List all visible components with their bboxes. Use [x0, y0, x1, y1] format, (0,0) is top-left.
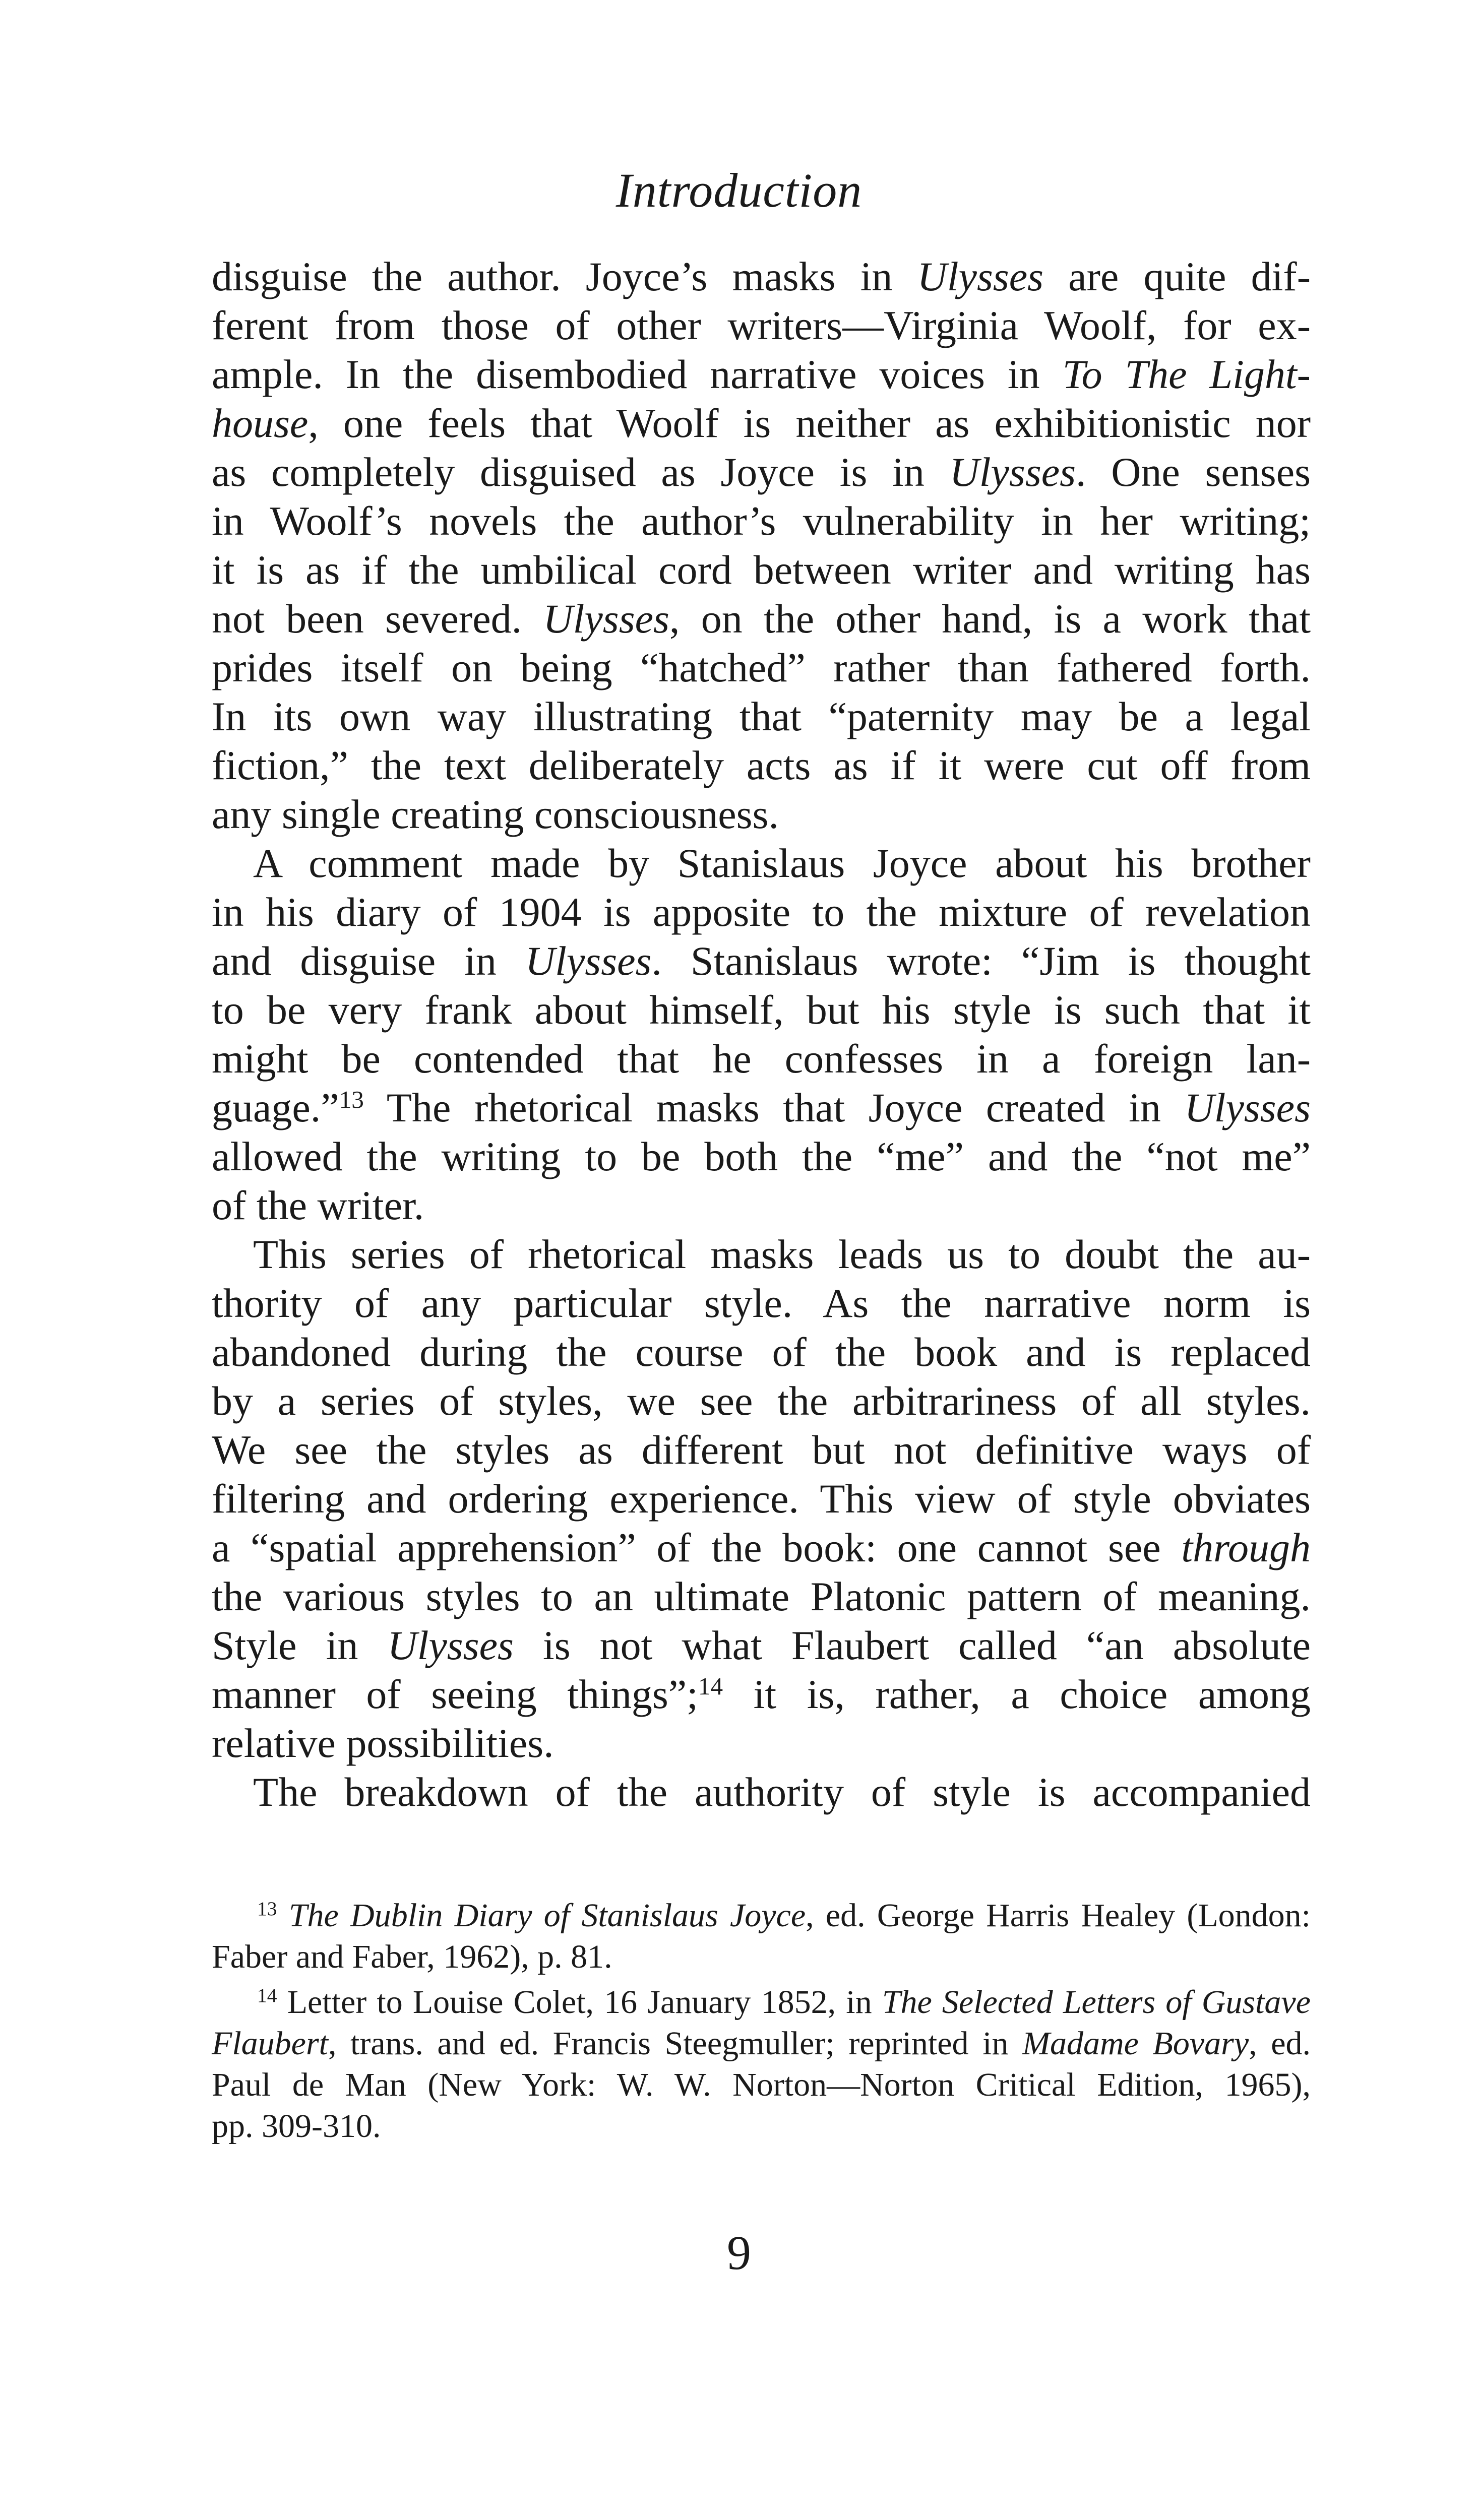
- text-line: as completely disguised as Joyce is in Ulysses. One senses: [212, 449, 1311, 495]
- text-line: This series of rhetorical masks leads us to doubt the au-: [253, 1231, 1311, 1277]
- text-line: and disguise in Ulysses. Stanislaus wrote: “Jim is thought: [212, 938, 1311, 984]
- italic-text: house: [212, 400, 309, 446]
- text-line: In its own way illustrating that “paternity may be a legal: [212, 694, 1311, 739]
- footnote-14: [212, 1982, 1311, 2147]
- footnote-line: $^{13}$ The Dublin Diary of Stanislaus Joyce, ed. George Harris Healey (London:: [257, 1897, 1311, 1934]
- text-line: in Woolf’s novels the author’s vulnerability in her writing;: [212, 498, 1311, 544]
- paragraph-1: [212, 252, 1311, 839]
- footnote-marker: 13: [339, 1085, 364, 1113]
- footnote-marker: 14: [257, 1984, 277, 2007]
- paragraph-4: [212, 1768, 1311, 1816]
- italic-text: Ulysses: [917, 254, 1044, 299]
- text-line: disguise the author. Joyce’s masks in Ulysses are quite dif-: [212, 254, 1311, 299]
- italic-text: Flaubert: [212, 2025, 328, 2062]
- italic-text: The Selected Letters of Gustave: [882, 1984, 1311, 2021]
- text-line: filtering and ordering experience. This view of style obviates: [212, 1476, 1311, 1522]
- italic-text: Ulysses: [1184, 1085, 1311, 1130]
- footnote-line: Faber and Faber, 1962), p. 81.: [212, 1938, 612, 1975]
- text-line: We see the styles as different but not definitive ways of: [212, 1427, 1311, 1473]
- text-line: guage.”$^{13}$ The rhetorical masks that Joyce created in Ulysses: [212, 1085, 1311, 1130]
- footnote-line: Flaubert, trans. and ed. Francis Steegmuller; reprinted in Madame Bovary, ed.: [212, 2025, 1311, 2062]
- italic-text: through: [1181, 1525, 1311, 1570]
- text-line: relative possibilities.: [212, 1720, 554, 1766]
- text-line: thority of any particular style. As the narrative norm is: [212, 1280, 1311, 1326]
- text-line: ample. In the disembodied narrative voices in To The Light-: [212, 351, 1311, 397]
- text-line: abandoned during the course of the book and is replaced: [212, 1329, 1311, 1375]
- page-number: 9: [727, 2226, 751, 2280]
- text-line: house, one feels that Woolf is neither as exhibitionistic nor: [212, 400, 1311, 446]
- text-line: to be very frank about himself, but his style is such that it: [212, 987, 1311, 1033]
- text-line: Style in Ulysses is not what Flaubert called “an absolute: [212, 1622, 1311, 1668]
- text-line: prides itself on being “hatched” rather than fathered forth.: [212, 645, 1311, 690]
- text-line: fiction,” the text deliberately acts as if it were cut off from: [212, 742, 1311, 788]
- text-line: by a series of styles, we see the arbitrariness of all styles.: [212, 1378, 1311, 1424]
- paragraph-2: [212, 839, 1311, 1230]
- text-line: The breakdown of the authority of style is accompanied: [253, 1769, 1311, 1815]
- paragraph-3: [212, 1230, 1311, 1768]
- italic-text: The Dublin Diary of Stanislaus Joyce: [288, 1897, 806, 1934]
- text-line: in his diary of 1904 is apposite to the mixture of revelation: [212, 889, 1311, 935]
- footnote-marker: 14: [698, 1672, 723, 1700]
- text-line: it is as if the umbilical cord between writer and writing has: [212, 547, 1311, 593]
- running-head: Introduction: [615, 163, 863, 217]
- text-line: ferent from those of other writers—Virginia Woolf, for ex-: [212, 302, 1311, 348]
- footnote-line: pp. 309-310.: [212, 2108, 381, 2145]
- text-line: a “spatial apprehension” of the book: one cannot see through: [212, 1525, 1311, 1570]
- footnote-13: [212, 1895, 1311, 1978]
- text-line: of the writer.: [212, 1182, 424, 1228]
- text-line: might be contended that he confesses in a foreign lan-: [212, 1036, 1311, 1082]
- italic-text: Ulysses: [387, 1622, 514, 1668]
- text-line: manner of seeing things”;$^{14}$ it is, rather, a choice among: [212, 1671, 1311, 1717]
- text-line: A comment made by Stanislaus Joyce about his brother: [253, 840, 1311, 886]
- text-line: any single creating consciousness.: [212, 791, 779, 837]
- italic-text: Ulysses: [949, 449, 1076, 495]
- footnote-line: $^{14}$ Letter to Louise Colet, 16 January 1852, in The Selected Letters of Gustave: [257, 1984, 1311, 2021]
- text-line: not been severed. Ulysses, on the other hand, is a work that: [212, 596, 1311, 642]
- body-text: [212, 252, 1311, 1816]
- text-line: the various styles to an ultimate Platonic pattern of meaning.: [212, 1573, 1311, 1619]
- italic-text: Ulysses: [543, 596, 669, 642]
- italic-text: Madame Bovary: [1022, 2025, 1249, 2062]
- footnote-marker: 13: [257, 1898, 277, 1920]
- italic-text: Ulysses: [525, 938, 652, 984]
- footnotes: [212, 1895, 1311, 2151]
- footnote-line: Paul de Man (New York: W. W. Norton—Norton Critical Edition, 1965),: [212, 2066, 1311, 2103]
- text-line: allowed the writing to be both the “me” and the “not me”: [212, 1133, 1311, 1179]
- italic-text: To The Light-: [1062, 351, 1311, 397]
